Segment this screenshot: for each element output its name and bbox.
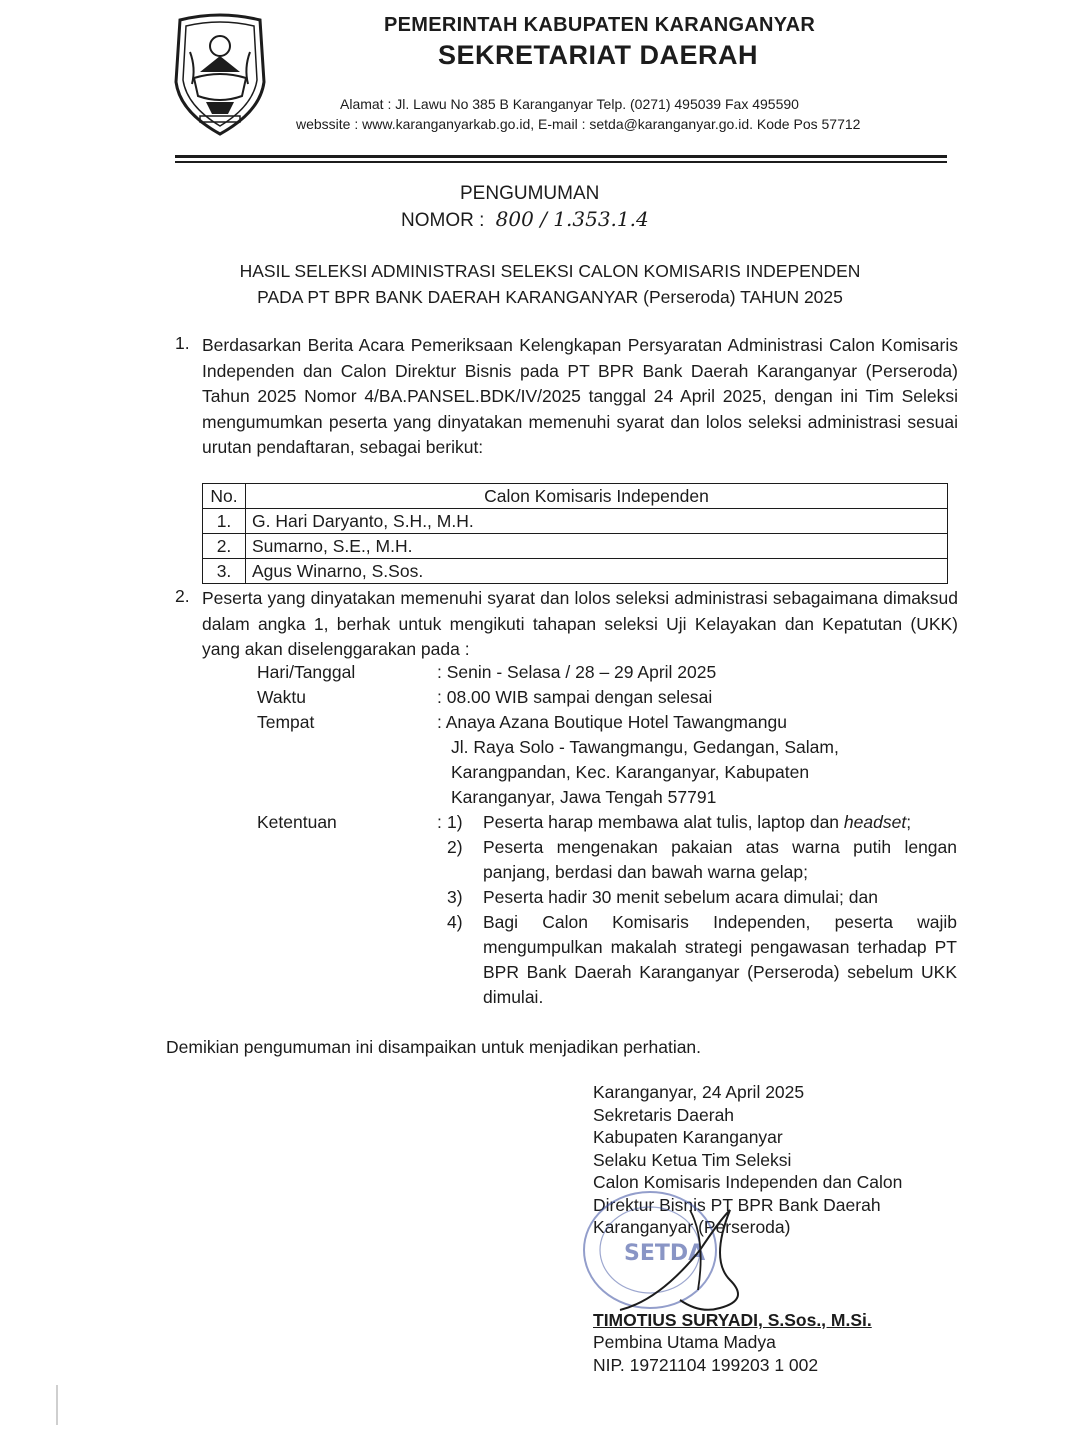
signatory-nip: NIP. 19721104 199203 1 002 [593, 1355, 819, 1375]
list-item [437, 835, 957, 885]
point-2-text: Peserta yang dinyatakan memenuhi syarat dan lolos seleksi administrasi sebagaimana dimaksud dalam angka 1, berhak untuk mengikuti tahapan seleksi Uji Kelayakan dan Kepatutan (UKK) yang akan diselenggarakan pada : [202, 588, 958, 659]
list-item-number: 1) [447, 812, 463, 832]
letterhead-rule-thin [175, 161, 947, 163]
list-item-text: Bagi Calon Komisaris Independen, peserta wajib mengumpulkan makalah strategi pengawasan terhadap PT BPR Bank Daerah Karanganyar (Perseroda) sebelum UKK dimulai. [483, 912, 957, 1007]
announcement-number-label: NOMOR : [401, 210, 485, 231]
candidates-table [202, 483, 948, 584]
table-header-row [203, 484, 948, 509]
schedule-day-label: Hari/Tanggal [257, 662, 356, 682]
table-cell-no: 1. [203, 509, 246, 534]
schedule-place-address-1: Jl. Raya Solo - Tawangmangu, Gedangan, Salam, [451, 737, 839, 757]
list-item-number: 3) [447, 887, 463, 907]
letterhead-address: Alamat : Jl. Lawu No 385 B Karanganyar Telp. (0271) 495039 Fax 495590 [340, 96, 799, 112]
table-cell-name: Sumarno, S.E., M.H. [246, 534, 948, 559]
schedule-place-label: Tempat [257, 712, 315, 732]
signature-line-6: Karanganyar (Perseroda) [593, 1217, 791, 1237]
schedule-time-label: Waktu [257, 687, 306, 707]
list-item [437, 885, 957, 910]
signatory-rank: Pembina Utama Madya [593, 1332, 776, 1352]
official-stamp-and-signature [580, 1190, 780, 1320]
schedule-place-value: : Anaya Azana Boutique Hotel Tawangmangu [437, 712, 787, 732]
signature-line-3: Selaku Ketua Tim Seleksi [593, 1149, 792, 1170]
stamp-text: SETDA [624, 1241, 706, 1266]
point-2-number: 2. [175, 586, 190, 606]
list-item-number: 4) [447, 912, 463, 932]
list-item [437, 910, 957, 1010]
list-item-number: 2) [447, 837, 463, 857]
signatory-name: TIMOTIUS SURYADI, S.Sos., M.Si. [593, 1310, 872, 1330]
table-row [203, 509, 948, 534]
list-item-emphasis: headset [843, 812, 907, 832]
regency-crest-logo [170, 12, 270, 138]
signature-place-date: Karanganyar, 24 April 2025 [593, 1082, 805, 1102]
point-1-number: 1. [175, 333, 190, 353]
announcement-number-value: 800 / 1.353.1.4 [495, 207, 649, 231]
table-cell-name: Agus Winarno, S.Sos. [246, 559, 948, 584]
schedule-time-value: : 08.00 WIB sampai dengan selesai [437, 687, 713, 707]
letterhead-contact: webssite : www.karanganyarkab.go.id, E-mail : setda@karanganyar.go.id. Kode Pos 57712 [296, 116, 861, 132]
schedule-place-address-2: Karangpandan, Kec. Karanganyar, Kabupaten [451, 762, 810, 782]
schedule-rules-list [437, 810, 957, 1010]
list-item-text: Peserta harap membawa alat tulis, laptop dan [483, 812, 844, 832]
table-cell-name: G. Hari Daryanto, S.H., M.H. [246, 509, 948, 534]
list-item [437, 810, 957, 835]
list-item-text: Peserta mengenakan pakaian atas warna putih lengan panjang, berdasi dan bawah warna gelap; [483, 837, 957, 882]
list-item-suffix: ; [906, 812, 912, 832]
letterhead-office: SEKRETARIAT DAERAH [438, 40, 759, 70]
subject-line-1: HASIL SELEKSI ADMINISTRASI SELEKSI CALON KOMISARIS INDEPENDEN [239, 261, 861, 281]
signature-line-2: Kabupaten Karanganyar [593, 1127, 783, 1147]
schedule-rules-label: Ketentuan [257, 812, 337, 832]
announcement-subject [170, 258, 930, 310]
table-cell-no: 2. [203, 534, 246, 559]
closing-statement: Demikian pengumuman ini disampaikan untuk menjadikan perhatian. [166, 1037, 702, 1057]
table-row [203, 559, 948, 584]
letterhead-rule-thick [175, 155, 947, 158]
table-header-name: Calon Komisaris Independen [246, 484, 948, 509]
table-cell-no: 3. [203, 559, 246, 584]
letterhead-government: PEMERINTAH KABUPATEN KARANGANYAR [384, 14, 816, 36]
announcement-title: PENGUMUMAN [460, 183, 600, 204]
table-row [203, 534, 948, 559]
scan-edge-mark [56, 1385, 58, 1425]
signature-line-5: Direktur Bisnis PT BPR Bank Daerah [593, 1194, 881, 1215]
announcement-number [401, 207, 649, 232]
point-1-text: Berdasarkan Berita Acara Pemeriksaan Kelengkapan Persyaratan Administrasi Calon Komisaris Independen dan Calon Direktur Bisnis pada PT BPR Bank Daerah Karanganyar (Perseroda) Tahun 2025 Nomor 4/BA.PANSEL.BDK/IV/2025 tanggal 24 April 2025, dengan ini Tim Seleksi mengumumkan peserta yang dinyatakan memenuhi syarat dan lolos seleksi administrasi sesuai urutan pendaftaran, sebagai berikut: [202, 335, 958, 457]
schedule-place-address-3: Karanganyar, Jawa Tengah 57791 [451, 787, 717, 807]
schedule-rules-colon: : [437, 812, 442, 832]
signature-line-4: Calon Komisaris Independen dan Calon [593, 1172, 903, 1192]
schedule-day-value: : Senin - Selasa / 28 – 29 April 2025 [437, 662, 717, 682]
subject-line-2: PADA PT BPR BANK DAERAH KARANGANYAR (Perseroda) TAHUN 2025 [257, 287, 843, 307]
table-header-no: No. [203, 484, 246, 509]
list-item-text: Peserta hadir 30 menit sebelum acara dimulai; dan [483, 887, 878, 907]
signature-line-1: Sekretaris Daerah [593, 1104, 735, 1125]
